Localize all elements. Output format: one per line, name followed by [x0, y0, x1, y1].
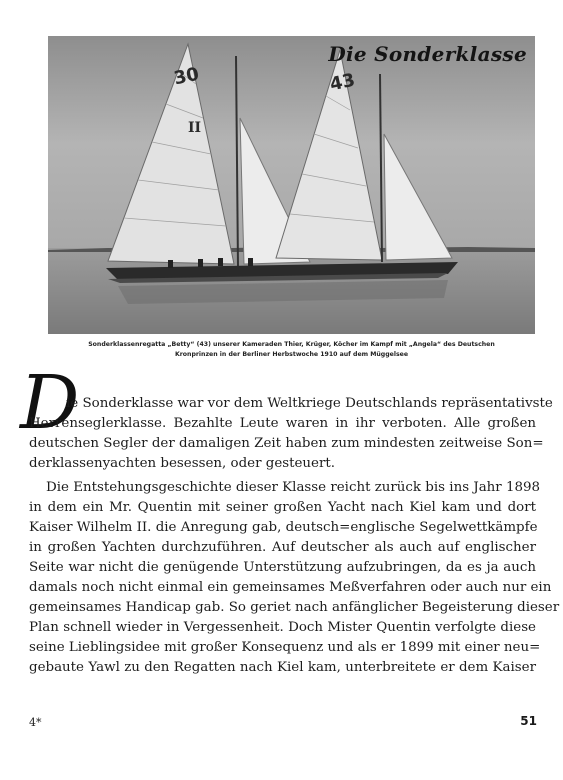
yacht-photo — [48, 36, 535, 334]
article-line: in großen Yachten durchzuführen. Auf deutscher als auch auf englischer — [29, 540, 536, 555]
sail-number-30: 30 — [172, 63, 201, 90]
caption-line-1: Sonderklassenregatta „Betty“ (43) unserer Kameraden Thier, Krüger, Köcher im Kampf mit „Angela“ des Deutschen — [88, 341, 495, 348]
printer-signature: 4* — [29, 716, 42, 729]
sailing-yachts-image — [48, 36, 535, 334]
article-line: Seite war nicht die genügende Unterstützung aufzubringen, da es ja auch — [29, 560, 536, 575]
article-line: damals noch nicht einmal ein gemeinsames Meßverfahren oder auch nur ein — [29, 580, 552, 595]
article-line: seine Lieblingsidee mit großer Konsequenz und als er 1899 mit einer neu= — [29, 640, 541, 655]
sail-number-43: 43 — [328, 69, 357, 96]
article-line: deutschen Segler der damaligen Zeit haben zum mindesten zeitweise Son= — [29, 436, 544, 451]
article-line: Kaiser Wilhelm II. die Anregung gab, deutsch=englische Segelwettkämpfe — [29, 520, 538, 535]
caption-line-2: Kronprinzen in der Berliner Herbstwoche 1910 auf dem Müggelsee — [174, 351, 409, 358]
article-line: Herrenseglerklasse. Bezahlte Leute waren in ihr verboten. Alle großen — [29, 416, 536, 431]
article-line: in dem ein Mr. Quentin mit seiner großen Yacht nach Kiel kam und dort — [29, 500, 536, 515]
article-line: derklassenyachten besessen, oder gesteuert. — [29, 456, 336, 471]
drop-cap: D — [20, 360, 80, 446]
sail-mark: II — [188, 120, 202, 136]
page-number: 51 — [520, 714, 537, 728]
article-line: Die Entstehungsgeschichte dieser Klasse reicht zurück bis ins Jahr 1898 — [46, 480, 541, 495]
photo-caption — [48, 340, 535, 360]
article-line: gemeinsames Handicap gab. So geriet nach anfänglicher Begeisterung dieser — [29, 600, 560, 615]
article-line: gebaute Yawl zu den Regatten nach Kiel kam, unterbreitete er dem Kaiser — [29, 660, 536, 675]
article-line: Plan schnell wieder in Vergessenheit. Doch Mister Quentin verfolgte diese — [29, 620, 536, 635]
article-line: ie Sonderklasse war vor dem Weltkriege Deutschlands repräsentativste — [66, 396, 553, 411]
section-title: Die Sonderklasse — [328, 42, 527, 66]
